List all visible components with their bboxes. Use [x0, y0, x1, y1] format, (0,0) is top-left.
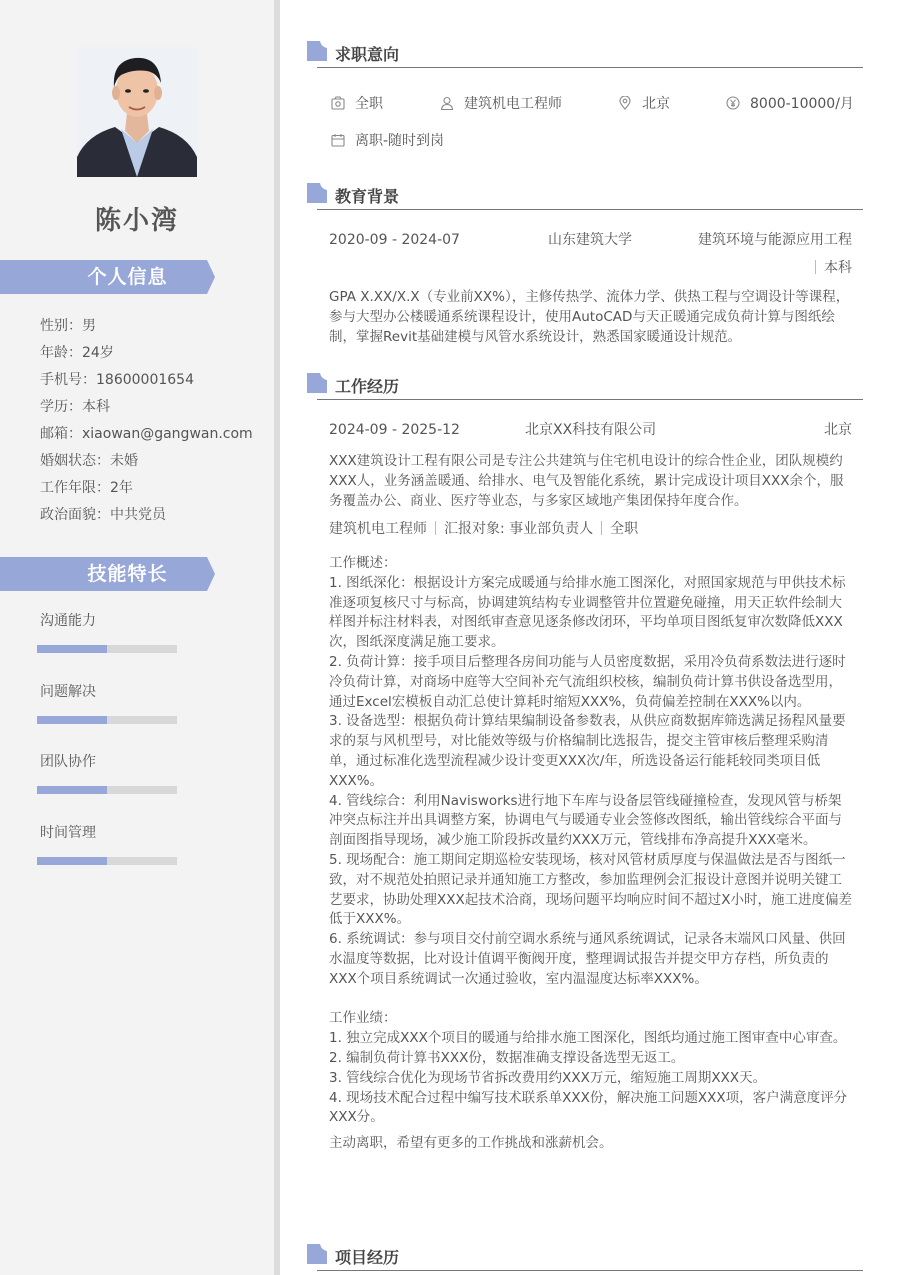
skill-bar-track: [37, 786, 177, 794]
company-intro: [329, 452, 853, 511]
work-period: 2024-09 - 2025-12: [329, 422, 460, 438]
leave-reason: 主动离职，希望有更多的工作挑战和涨薪机会。: [329, 1135, 613, 1152]
skills-heading: [0, 557, 215, 591]
company-intro-text: XXX建筑设计工程有限公司是专注公共建筑与住宅机电设计的综合性企业，团队规模约XXX人，业务涵盖暖通、给排水、电气及智能化系统，累计完成设计项目XXX余个，服务覆盖办公、商业、医疗等业态，与多家区域地产集团保持年度合作。: [329, 453, 844, 509]
work-section-header: [307, 373, 863, 405]
spacer: [329, 990, 853, 1010]
section-marker-icon: [307, 373, 327, 393]
achievement-item: 2. 编制负荷计算书XXX份，数据准确支撑设备选型无返工。: [329, 1049, 685, 1066]
info-email: 邮箱：xiaowan@gangwan.com: [40, 426, 253, 442]
info-political-status: 政治面貌：中共党员: [40, 507, 166, 523]
work-meta: [329, 518, 638, 538]
avatar-photo: [77, 47, 197, 177]
education-school: 山东建筑大学: [548, 232, 632, 248]
degree-value: 本科: [824, 260, 852, 276]
intent-position: [440, 93, 562, 113]
skill-bar-track: [37, 857, 177, 865]
divider: [435, 521, 436, 535]
work-city: 北京: [824, 422, 852, 438]
education-row: [329, 230, 852, 250]
info-education: 学历：本科: [40, 399, 110, 415]
section-marker-icon: [307, 183, 327, 203]
section-title: 教育背景: [335, 187, 400, 206]
section-title: 求职意向: [335, 45, 400, 64]
personal-info-heading: [0, 260, 215, 294]
section-marker-icon: [307, 1244, 327, 1264]
divider: [815, 260, 816, 274]
projects-section-header: [307, 1244, 863, 1275]
info-gender: 性别：男: [40, 318, 96, 334]
overview-item: 1. 图纸深化：根据设计方案完成暖通与给排水施工图深化，对照国家规范与甲供技术标准逐项复核尺寸与标高，协调建筑结构专业调整管井位置避免碰撞，用天正软件绘制大样图并标注材料表，对图纸审查意见逐条修改闭环，平均单项目图纸复审次数降低XXX次，图纸深度满足施工要求。: [329, 574, 846, 651]
sidebar: [0, 0, 274, 1275]
skill-name: 问题解决: [40, 684, 96, 700]
overview-item: 2. 负荷计算：接手项目后整理各房间功能与人员密度数据，采用冷负荷系数法进行逐时冷负荷计算，对商场中庭等大空间补充气流组织校核，编制负荷计算书供设备选型用，通过Excel宏模板自动汇总使计算耗时缩短XXX%，负荷偏差控制在XXX%以内。: [329, 653, 846, 710]
sidebar-divider: [274, 0, 280, 1275]
info-phone: 手机号：18600001654: [40, 372, 194, 388]
skill-item: [40, 611, 180, 631]
skills-title: 技能特长: [87, 563, 168, 585]
section-underline: [317, 209, 863, 210]
skill-bar-fill: [37, 716, 107, 724]
overview-title: 工作概述：: [329, 555, 397, 571]
info-age: 年龄：24岁: [40, 345, 114, 361]
education-description-text: GPA X.XX/X.X（专业前XX%），主修传热学、流体力学、供热工程与空调设计等课程，参与大型办公楼暖通系统课程设计，使用AutoCAD与天正暖通完成负荷计算与图纸绘制，掌握Revit基础建模与风管水系统设计，熟悉国家暖通设计规范。: [329, 289, 850, 345]
intent-city: [618, 93, 670, 113]
education-description: [329, 288, 853, 347]
intent-availability: [331, 130, 444, 150]
work-report-to: 汇报对象: 事业部负责人: [444, 521, 594, 537]
education-degree: [815, 257, 852, 277]
education-major: 建筑环境与能源应用工程: [698, 232, 852, 248]
achievements-title: 工作业绩：: [329, 1010, 397, 1027]
section-title: 项目经历: [335, 1248, 400, 1267]
achievement-item: 1. 独立完成XXX个项目的暖通与给排水施工图深化，图纸均通过施工图审查中心审查。: [329, 1030, 847, 1047]
intent-salary: [726, 93, 854, 113]
work-job-type: 全职: [610, 521, 639, 537]
info-work-years: 工作年限：2年: [40, 480, 133, 496]
work-company: 北京XX科技有限公司: [525, 422, 657, 438]
education-period: 2020-09 - 2024-07: [329, 232, 460, 248]
section-underline: [317, 1270, 863, 1271]
intent-job-type: [331, 93, 383, 113]
info-marital-status: 婚姻状态：未婚: [40, 453, 138, 469]
overview-item: 3. 设备选型：根据负荷计算结果编制设备参数表，从供应商数据库筛选满足扬程风量要求的泵与风机型号，对比能效等级与价格编制比选报告，提交主管审核后整理采购清单，通过标准化选型流程减少设计变更XXX次/年，所选设备运行能耗较同类项目低XXX%。: [329, 713, 846, 789]
section-underline: [317, 399, 863, 400]
skill-name: 沟通能力: [40, 613, 96, 629]
availability-value: 离职-随时到岗: [355, 133, 445, 149]
skill-item: [40, 682, 180, 702]
personal-info-list: [40, 313, 253, 529]
skill-bar-fill: [37, 857, 107, 865]
skill-bar-fill: [37, 645, 107, 653]
currency-icon: [726, 96, 740, 110]
job-type-value: 全职: [355, 96, 383, 112]
work-row: [329, 420, 852, 440]
section-marker-icon: [307, 41, 327, 61]
job-type-icon: [331, 96, 345, 110]
salary-value: 8000-10000/月: [750, 96, 854, 112]
work-role: 建筑机电工程师: [329, 521, 427, 537]
skill-name: 团队协作: [40, 754, 96, 770]
candidate-name: 陈小湾: [94, 206, 179, 236]
section-title: 工作经历: [335, 377, 400, 396]
position-value: 建筑机电工程师: [464, 96, 562, 112]
personal-info-title: 个人信息: [87, 266, 168, 288]
education-section-header: [307, 183, 863, 215]
person-icon: [440, 96, 454, 110]
city-value: 北京: [642, 96, 670, 112]
work-details: [329, 554, 853, 1154]
overview-item: 4. 管线综合：利用Navisworks进行地下车库与设备层管线碰撞检查，发现风管与桥架冲突点标注并出具调整方案，协调电气与暖通专业会签修改图纸，输出管线综合平面与剖面图指导现场，减少施工阶段拆改量约XXX万元，管线排布净高提升XXX毫米。: [329, 792, 842, 849]
skill-bar-fill: [37, 786, 107, 794]
skill-item: [40, 823, 180, 843]
overview-item: 6. 系统调试：参与项目交付前空调水系统与通风系统调试，记录各末端风口风量、供回水温度等数据，比对设计值调平衡阀开度，整理调试报告并提交甲方存档，所负责的XXX个项目系统调试一次通过验收，室内温湿度达标率XXX%。: [329, 931, 846, 987]
achievement-item: 3. 管线综合优化为现场节省拆改费用约XXX万元，缩短施工周期XXX天。: [329, 1069, 767, 1086]
skill-name: 时间管理: [40, 825, 96, 841]
calendar-icon: [331, 133, 345, 147]
skill-item: [40, 752, 180, 772]
job-intent-section-header: [307, 41, 863, 73]
section-underline: [317, 67, 863, 68]
location-pin-icon: [618, 96, 632, 110]
skill-bar-track: [37, 645, 177, 653]
skill-bar-track: [37, 716, 177, 724]
achievement-item: 4. 现场技术配合过程中编写技术联系单XXX份，解决施工问题XXX项，客户满意度评分XXX分。: [329, 1089, 848, 1126]
overview-item: 5. 现场配合：施工期间定期巡检安装现场，核对风管材质厚度与保温做法是否与图纸一致，对不规范处拍照记录并通知施工方整改，参加监理例会汇报设计意图并说明关键工艺要求，协助处理XXX起技术洽商，现场问题平均响应时间不超过X小时，施工进度偏差低于XXX%。: [329, 851, 852, 928]
divider: [601, 521, 602, 535]
